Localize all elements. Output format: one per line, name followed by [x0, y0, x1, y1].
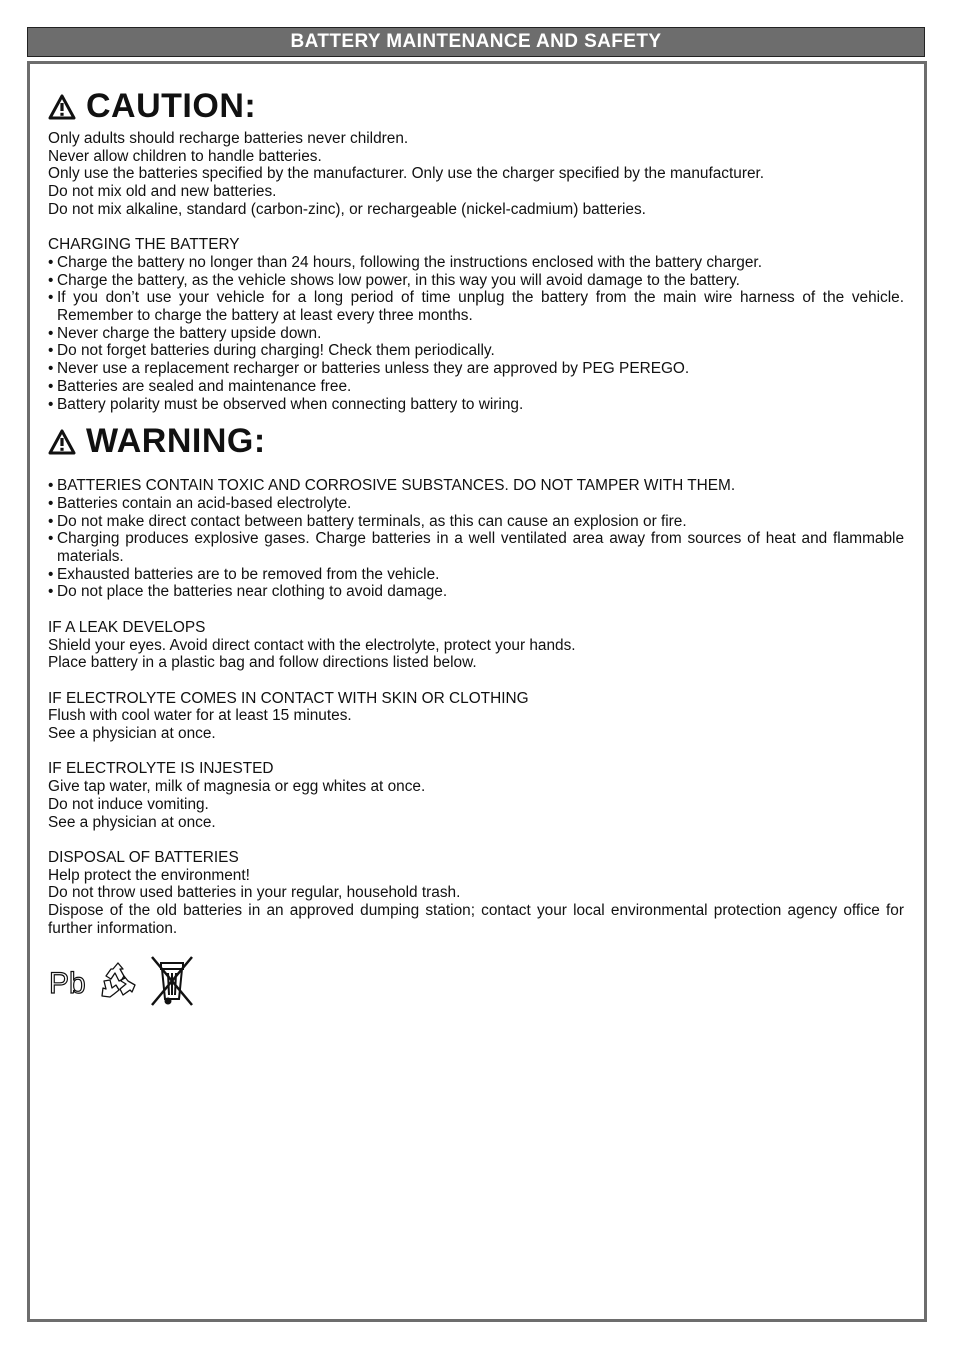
caution-heading: [48, 84, 904, 130]
caution-line: Only adults should recharge batteries never children.: [48, 130, 409, 147]
main-content: [48, 84, 904, 1007]
skin-line: See a physician at once.: [48, 725, 216, 743]
list-item: • If you don’t use your vehicle for a long period of time unplug the battery from the main wire harness of the vehicle. Remember to charge the battery at least every three months.: [48, 289, 904, 324]
pb-label: Pb: [49, 967, 86, 1000]
charging-title: CHARGING THE BATTERY: [48, 236, 240, 254]
leak-line: Shield your eyes. Avoid direct contact with the electrolyte, protect your hands.: [48, 636, 576, 654]
injested-line: Give tap water, milk of magnesia or egg whites at once.: [48, 778, 426, 796]
warning-heading-label: WARNING:: [86, 422, 266, 461]
list-item: • Do not forget batteries during charging! Check them periodically.: [48, 342, 904, 360]
page-title: BATTERY MAINTENANCE AND SAFETY: [290, 31, 662, 52]
warning-triangle-icon: [48, 94, 76, 120]
list-item: • Do not place the batteries near clothing to avoid damage.: [48, 583, 904, 601]
caution-line: Only use the batteries specified by the manufacturer. Only use the charger specified by the manufacturer.: [48, 165, 765, 183]
leak-line: Place battery in a plastic bag and follow directions listed below.: [48, 654, 477, 672]
disposal-title: DISPOSAL OF BATTERIES: [48, 848, 239, 866]
caution-line: Do not mix alkaline, standard (carbon-zinc), or rechargeable (nickel-cadmium) batteries.: [48, 200, 646, 218]
crossed-out-bin-icon: [148, 955, 196, 1007]
list-item: • Do not make direct contact between battery terminals, as this can cause an explosion or fire.: [48, 513, 904, 531]
list-item: • Batteries contain an acid-based electrolyte.: [48, 495, 904, 513]
disposal-line: Dispose of the old batteries in an approved dumping station; contact your local environmental protection agency office for further information.: [48, 902, 904, 937]
leak-title: IF A LEAK DEVELOPS: [48, 618, 206, 636]
injested-title: IF ELECTROLYTE IS INJESTED: [48, 760, 274, 778]
list-item: • Charging produces explosive gases. Charge batteries in a well ventilated area away from sources of heat and flammable materials.: [48, 530, 904, 565]
section-header-bar: [27, 27, 925, 57]
recycle-icon: [98, 961, 138, 1001]
list-item: • Battery polarity must be observed when connecting battery to wiring.: [48, 396, 904, 414]
warning-triangle-icon: [48, 429, 76, 455]
disposal-line: Help protect the environment!: [48, 866, 250, 884]
list-item: • Never use a replacement recharger or batteries unless they are approved by PEG PEREGO.: [48, 360, 904, 378]
list-item: • Exhausted batteries are to be removed from the vehicle.: [48, 566, 904, 584]
list-item: • Charge the battery, as the vehicle shows low power, in this way you will avoid damage to the battery.: [48, 272, 904, 290]
caution-text: [48, 130, 904, 219]
skin-line: Flush with cool water for at least 15 minutes.: [48, 707, 352, 725]
caution-heading-label: CAUTION:: [86, 87, 257, 126]
warning-list: [48, 477, 904, 601]
skin-title: IF ELECTROLYTE COMES IN CONTACT WITH SKIN OR CLOTHING: [48, 689, 529, 707]
list-item: • Batteries are sealed and maintenance free.: [48, 378, 904, 396]
caution-line: Do not mix old and new batteries.: [48, 183, 277, 201]
list-item: • Charge the battery no longer than 24 hours, following the instructions enclosed with the battery charger.: [48, 254, 904, 272]
disposal-symbols: [48, 955, 904, 1007]
charging-list: [48, 254, 904, 413]
disposal-line: Do not throw used batteries in your regular, household trash.: [48, 884, 461, 902]
injested-line: Do not induce vomiting.: [48, 795, 209, 813]
injested-line: See a physician at once.: [48, 813, 216, 831]
list-item: • BATTERIES CONTAIN TOXIC AND CORROSIVE SUBSTANCES. DO NOT TAMPER WITH THEM.: [48, 477, 904, 495]
caution-line: Never allow children to handle batteries.: [48, 147, 322, 165]
pb-lead-icon: [48, 963, 88, 999]
list-item: • Never charge the battery upside down.: [48, 325, 904, 343]
warning-heading: [48, 419, 904, 465]
